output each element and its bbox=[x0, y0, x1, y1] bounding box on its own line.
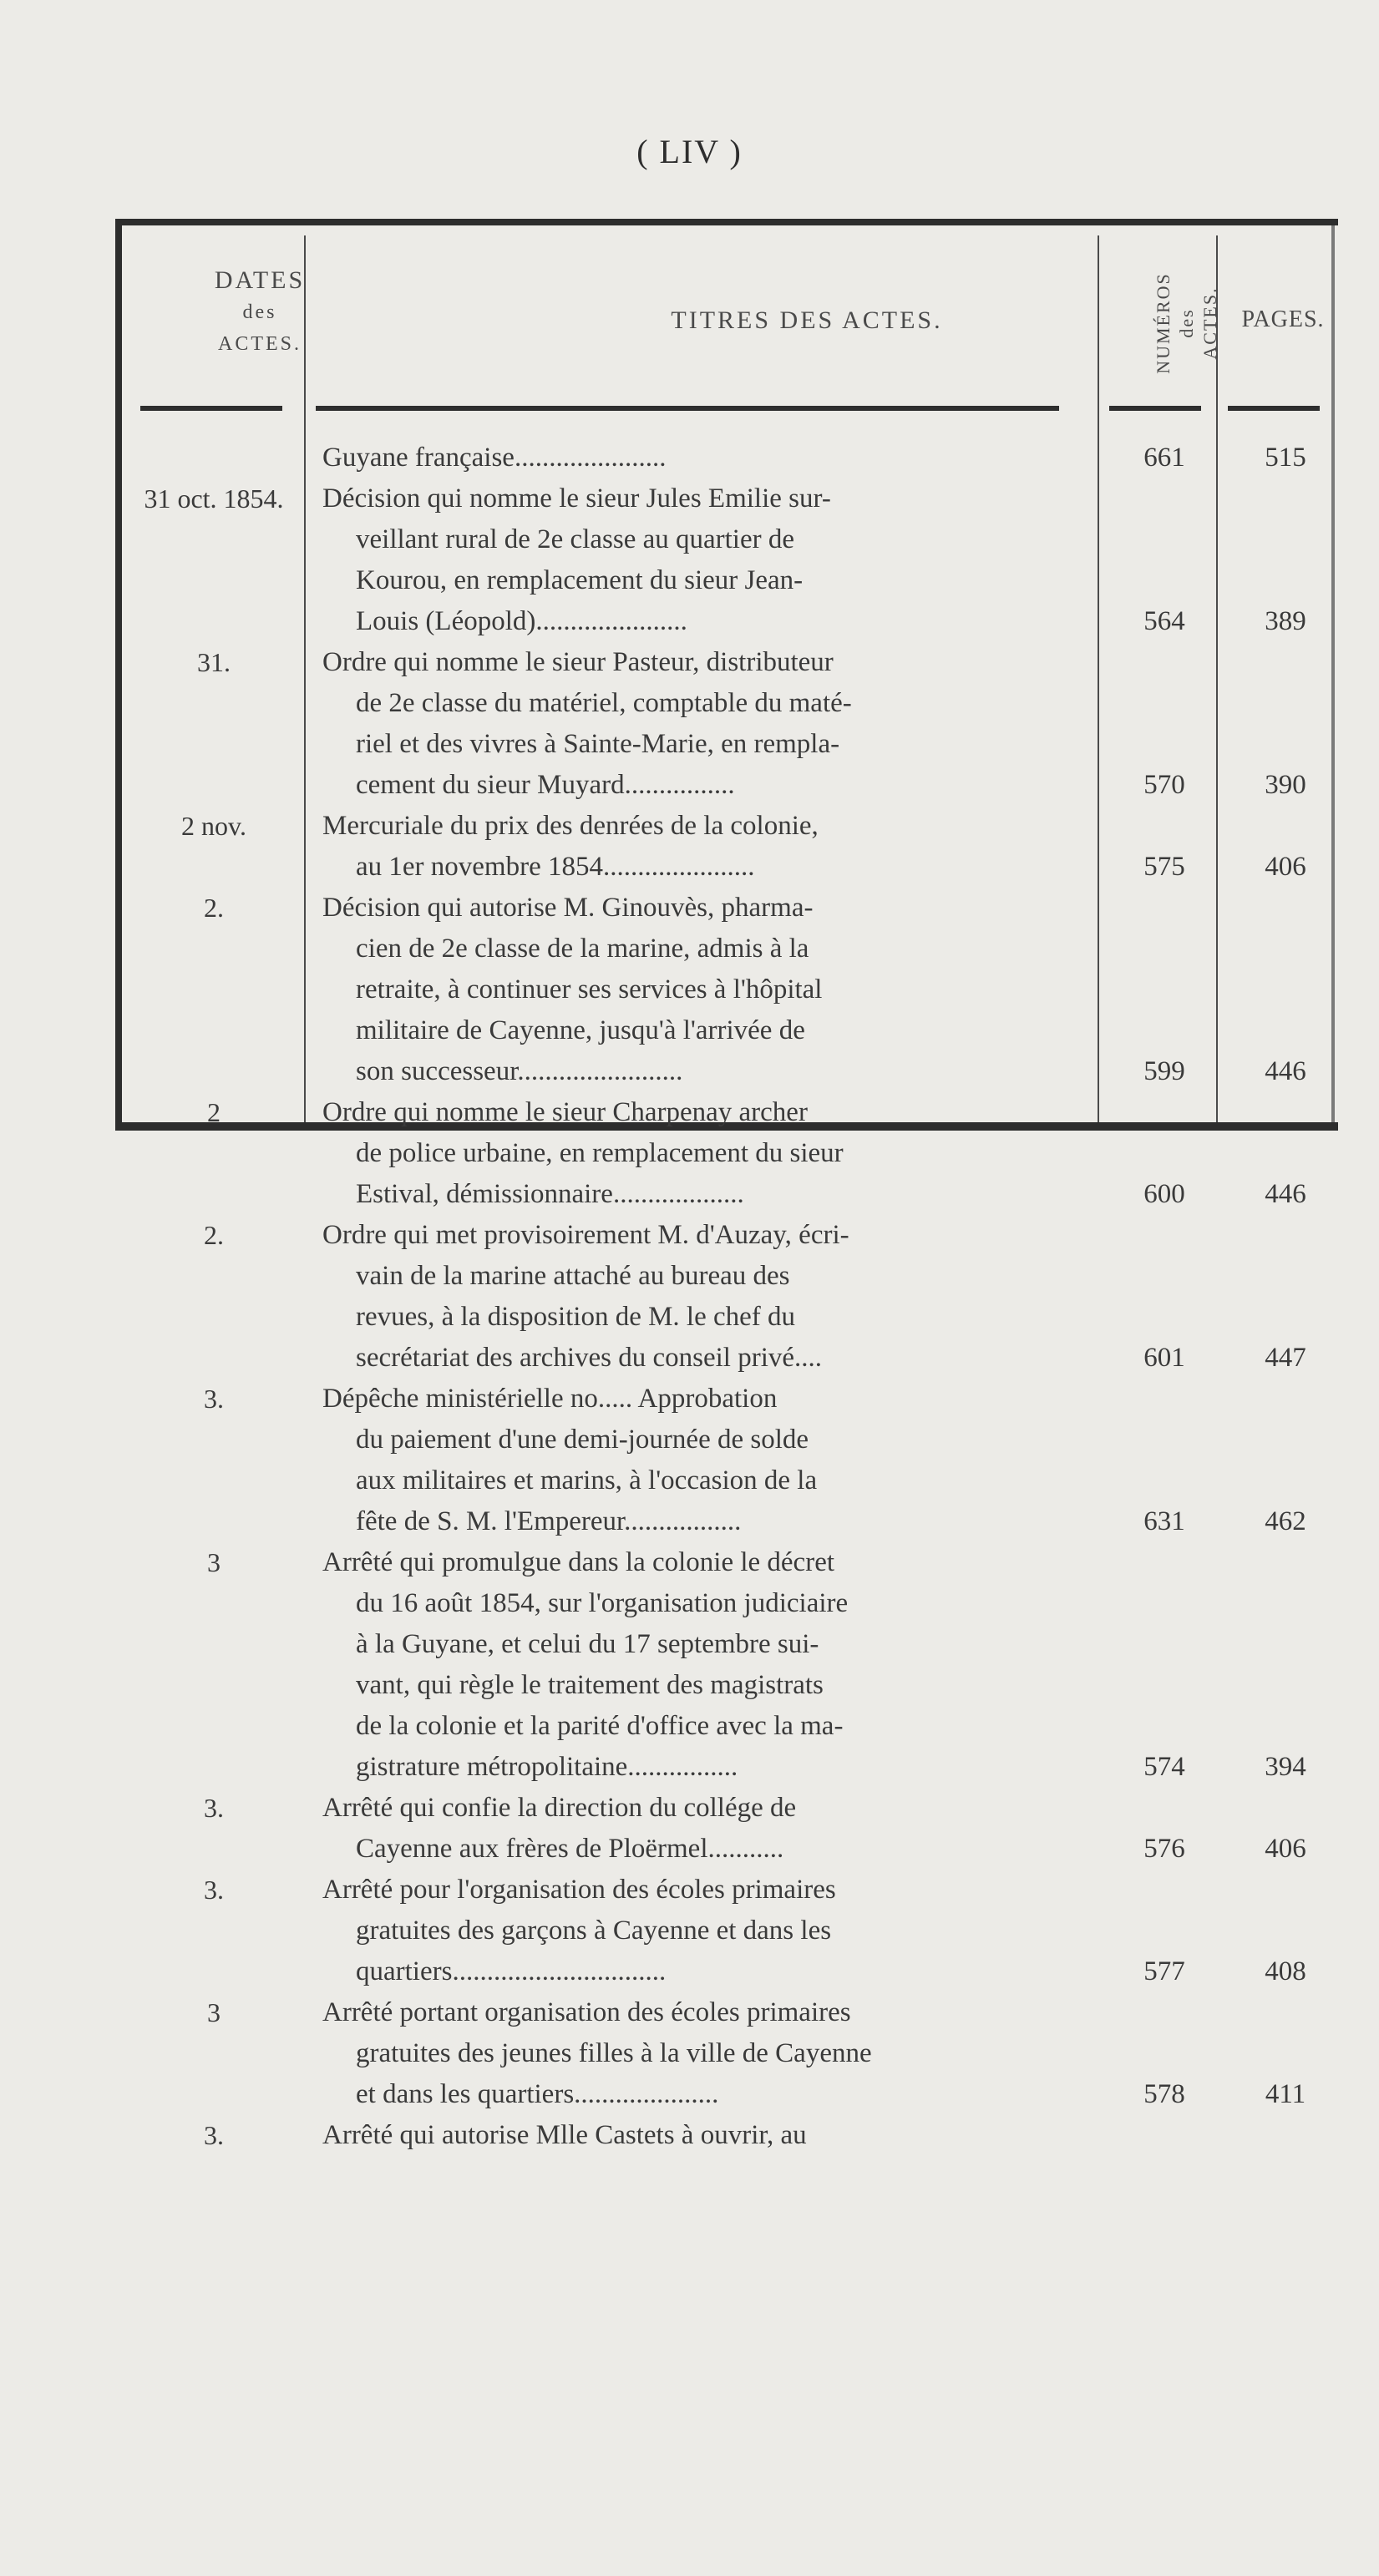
header-rule bbox=[1109, 406, 1201, 411]
top-rule bbox=[115, 219, 1338, 225]
entry-page-number: 406 bbox=[1265, 1834, 1306, 1864]
entry-title-line: du 16 août 1854, sur l'organisation judiciaire bbox=[356, 1588, 849, 1618]
entry-title-line: vain de la marine attaché au bureau des bbox=[356, 1261, 790, 1291]
entry-title-line: retraite, à continuer ses services à l'hôpital bbox=[356, 974, 823, 1005]
entry-title-line: de police urbaine, en remplacement du sieur bbox=[356, 1138, 844, 1168]
entry-page-number: 406 bbox=[1265, 852, 1306, 882]
entry-title bbox=[322, 1215, 1082, 1379]
header-rule bbox=[1228, 406, 1320, 411]
entry-date: 2 nov. bbox=[181, 811, 246, 841]
entry-page-number: 394 bbox=[1265, 1752, 1306, 1782]
entry-title-line: Louis (Léopold)...................... bbox=[356, 606, 687, 636]
entry-act-number: 574 bbox=[1143, 1752, 1185, 1782]
entry-title-line: du paiement d'une demi-journée de solde bbox=[356, 1425, 809, 1455]
entry-title-line: Ordre qui nomme le sieur Charpenay archer bbox=[322, 1097, 808, 1127]
header-dates-line: DATES bbox=[214, 266, 306, 294]
entry-title-line: Arrêté pour l'organisation des écoles primaires bbox=[322, 1875, 836, 1905]
header-rule bbox=[316, 406, 1059, 411]
entry-title-line: gratuites des garçons à Cayenne et dans les bbox=[356, 1916, 832, 1946]
entry-title-line: Kourou, en remplacement du sieur Jean- bbox=[356, 565, 804, 595]
entry-title-line: de 2e classe du matériel, comptable du maté- bbox=[356, 688, 852, 718]
entry-title-line: aux militaires et marins, à l'occasion de la bbox=[356, 1465, 818, 1495]
entry-title-line: à la Guyane, et celui du 17 septembre sui- bbox=[356, 1629, 819, 1659]
entry-title-line: Arrêté qui promulgue dans la colonie le décret bbox=[322, 1547, 835, 1577]
entry-title bbox=[322, 1092, 1082, 1215]
entry-act-number: 577 bbox=[1143, 1956, 1185, 1986]
entry-act-number: 575 bbox=[1143, 852, 1185, 882]
entry-title-line: gistrature métropolitaine................ bbox=[356, 1752, 738, 1782]
entry-date: 3. bbox=[204, 1384, 224, 1414]
header-dates bbox=[130, 265, 389, 360]
entry-date: 3. bbox=[204, 2120, 224, 2150]
entry-date: 2. bbox=[204, 893, 224, 923]
entry-title-line: Ordre qui met provisoirement M. d'Auzay, écri- bbox=[322, 1220, 849, 1250]
entry-act-number: 600 bbox=[1143, 1179, 1185, 1209]
entry-title-line: Cayenne aux frères de Ploërmel........... bbox=[356, 1834, 784, 1864]
entry-page-number: 462 bbox=[1265, 1506, 1306, 1536]
entry-title-line: militaire de Cayenne, jusqu'à l'arrivée de bbox=[356, 1015, 805, 1045]
entry-title bbox=[322, 2115, 1082, 2156]
entry-title bbox=[322, 642, 1082, 806]
index-table bbox=[115, 219, 1338, 2150]
page-number: ( LIV ) bbox=[636, 133, 743, 170]
entry-date: 2 bbox=[207, 1097, 221, 1127]
entry-date: 31. bbox=[197, 647, 231, 677]
entry-page-number: 390 bbox=[1265, 770, 1306, 800]
entry-page-number: 515 bbox=[1265, 443, 1306, 473]
entry-act-number: 570 bbox=[1143, 770, 1185, 800]
entry-title bbox=[322, 1542, 1082, 1788]
entry-title-line: cement du sieur Muyard................ bbox=[356, 770, 735, 800]
entry-title-line: riel et des vivres à Sainte-Marie, en rempla- bbox=[356, 729, 840, 759]
column-divider bbox=[1098, 235, 1099, 1122]
entry-title-line: et dans les quartiers..................... bbox=[356, 2079, 719, 2109]
entry-page-number: 411 bbox=[1265, 2079, 1306, 2109]
entry-title bbox=[322, 1870, 1082, 1992]
header-numeros-line: ACTES. bbox=[1199, 286, 1220, 360]
entry-title-line: Arrêté portant organisation des écoles primaires bbox=[322, 1997, 851, 2027]
header-pages: PAGES. bbox=[1241, 306, 1325, 332]
entry-page-number: 446 bbox=[1265, 1056, 1306, 1086]
entry-title bbox=[322, 806, 1082, 888]
entry-date: 2. bbox=[204, 1220, 224, 1250]
entry-date: 3 bbox=[207, 1997, 221, 2027]
entry-title bbox=[322, 1379, 1082, 1542]
entry-title-line: Guyane française...................... bbox=[322, 443, 667, 473]
entry-title-line: quartiers............................... bbox=[356, 1956, 667, 1986]
entry-title-line: cien de 2e classe de la marine, admis à la bbox=[356, 934, 809, 964]
entry-title-line: Décision qui nomme le sieur Jules Emilie sur- bbox=[322, 483, 831, 514]
entry-title-line: Décision qui autorise M. Ginouvès, pharma- bbox=[322, 893, 814, 923]
entry-title bbox=[322, 1788, 1082, 1870]
entry-title-line: fête de S. M. l'Empereur................. bbox=[356, 1506, 742, 1536]
entry-title-line: Estival, démissionnaire................... bbox=[356, 1179, 744, 1209]
entry-act-number: 631 bbox=[1143, 1506, 1185, 1536]
entry-title bbox=[322, 1992, 1082, 2115]
entry-page-number: 408 bbox=[1265, 1956, 1306, 1986]
entry-page-number: 447 bbox=[1265, 1343, 1306, 1373]
entry-title-line: revues, à la disposition de M. le chef du bbox=[356, 1302, 796, 1332]
entry-date: 3. bbox=[204, 1875, 224, 1905]
right-rule bbox=[1331, 225, 1335, 1124]
entry-title-line: Arrêté qui autorise Mlle Castets à ouvrir, au bbox=[322, 2120, 807, 2150]
entry-title-line: vant, qui règle le traitement des magistrats bbox=[356, 1670, 824, 1700]
entry-title-line: Dépêche ministérielle no..... Approbation bbox=[322, 1384, 778, 1414]
entry-date: 3 bbox=[207, 1547, 221, 1577]
entry-act-number: 661 bbox=[1143, 443, 1185, 473]
header-rule bbox=[140, 406, 282, 411]
entry-title-line: gratuites des jeunes filles à la ville de Cayenne bbox=[356, 2038, 872, 2068]
entry-act-number: 564 bbox=[1143, 606, 1185, 636]
entry-act-number: 576 bbox=[1143, 1834, 1185, 1864]
entry-title-line: veillant rural de 2e classe au quartier de bbox=[356, 524, 795, 554]
entry-title-line: Ordre qui nomme le sieur Pasteur, distributeur bbox=[322, 647, 834, 677]
entry-title-line: secrétariat des archives du conseil privé.... bbox=[356, 1343, 823, 1373]
header-numeros-line: NUMÉROS bbox=[1152, 272, 1174, 374]
entry-page-number: 446 bbox=[1265, 1179, 1306, 1209]
header-numeros-line: des bbox=[1175, 308, 1197, 338]
header-dates-line: des bbox=[242, 301, 277, 323]
entry-act-number: 601 bbox=[1143, 1343, 1185, 1373]
entry-title bbox=[322, 888, 1082, 1092]
entry-act-number: 599 bbox=[1143, 1056, 1185, 1086]
entry-act-number: 578 bbox=[1143, 2079, 1185, 2109]
entry-date: 31 oct. 1854. bbox=[144, 483, 284, 514]
entry-title bbox=[322, 478, 1082, 642]
header-titles: TITRES DES ACTES. bbox=[671, 306, 943, 334]
left-rule bbox=[115, 219, 122, 1131]
header-dates-line: ACTES. bbox=[217, 333, 302, 355]
entry-page-number: 389 bbox=[1265, 606, 1306, 636]
entry-title bbox=[322, 438, 1082, 478]
entry-title-line: au 1er novembre 1854...................... bbox=[356, 852, 755, 882]
entry-title-line: son successeur........................ bbox=[356, 1056, 683, 1086]
entry-date: 3. bbox=[204, 1793, 224, 1823]
entry-title-line: Arrêté qui confie la direction du collége de bbox=[322, 1793, 797, 1823]
entry-title-line: Mercuriale du prix des denrées de la colonie, bbox=[322, 811, 819, 841]
entry-title-line: de la colonie et la parité d'office avec la ma- bbox=[356, 1711, 844, 1741]
